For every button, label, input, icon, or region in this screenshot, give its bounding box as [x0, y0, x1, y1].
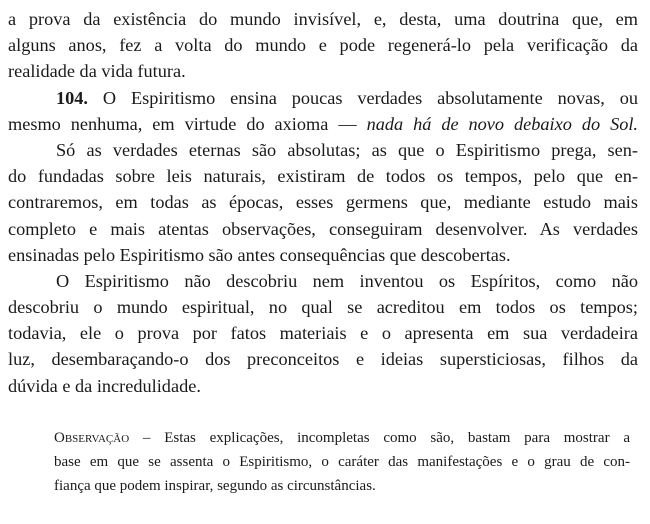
note-label: Observação: [54, 430, 130, 446]
text-line: [8, 85, 638, 111]
paragraph-continuation: [8, 6, 638, 85]
text-line: realidade da vida futura.: [8, 61, 186, 82]
text-line: Só as verdades eternas são absolutas; as que o Espiritismo prega, sen-: [56, 139, 638, 160]
paragraph-104: [8, 85, 638, 137]
text-line: a prova da existência do mundo invisível, e, desta, uma doutrina que, em: [8, 9, 638, 29]
text-line: descobriu o mundo espiritual, no qual se acreditou em todos os tempos;: [8, 297, 638, 318]
text-line: fiança que podem inspirar, segundo as circunstâncias.: [54, 478, 376, 494]
text-line: dúvida e da incredulidade.: [8, 375, 201, 396]
paragraph-spirits: [8, 268, 638, 399]
text-line: alguns anos, fez a volta do mundo e pode regenerá-lo pela verificação da: [8, 35, 638, 56]
text-line: completo e mais atentas observações, conseguiram desenvolver. As verdades: [8, 218, 638, 239]
text-line: contraremos, em todas as épocas, esses germens que, mediante estudo mais: [8, 192, 638, 213]
document-page: [8, 6, 638, 399]
paragraph-eternal-truths: [8, 137, 638, 268]
text-line: [54, 426, 630, 450]
axiom-quote: nada há de novo debaixo do Sol.: [366, 113, 639, 134]
text-line: luz, desembaraçando-o dos preconceitos e ideias supersticiosas, filhos da: [8, 349, 638, 370]
text-span: – Estas explicações, incompletas como são, bastam para mostrar a: [129, 430, 630, 446]
text-line: ensinadas pelo Espiritismo são antes consequências que descobertas.: [8, 244, 511, 265]
text-line: todavia, ele o prova por fatos materiais e o apresenta em sua verdadeira: [8, 323, 638, 344]
text-line: O Espiritismo não descobriu nem inventou os Espíritos, como não: [56, 270, 638, 291]
item-number: 104.: [56, 87, 88, 108]
text-line: base em que se assenta o Espiritismo, o caráter das manifestações e o grau de con-: [54, 454, 630, 470]
text-line: [8, 111, 638, 137]
text-span: O Espiritismo ensina poucas verdades absolutamente novas, ou: [88, 87, 638, 108]
text-span: mesmo nenhuma, em virtude do axioma —: [8, 113, 367, 134]
text-line: do fundadas sobre leis naturais, existiram de todos os tempos, pelo que en-: [8, 166, 638, 187]
observation-note: [54, 426, 630, 498]
